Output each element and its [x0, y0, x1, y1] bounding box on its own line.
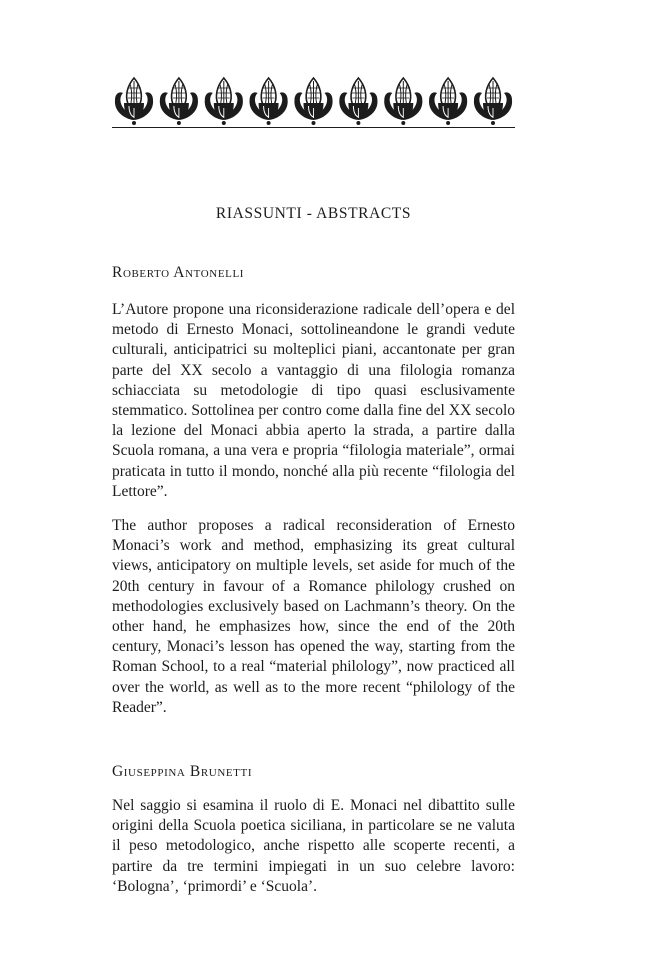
tulip-ornament-icon	[429, 78, 467, 125]
tulip-ornament-icon	[115, 78, 153, 125]
tulip-ornament-icon	[205, 78, 243, 125]
page-title: RIASSUNTI - ABSTRACTS	[215, 205, 412, 222]
abstract-italian: Nel saggio si esamina il ruolo di E. Monaci nel dibattito sulle origini della Scuola poetica siciliana, in particolare se ne valuta il peso metodologico, anche rispetto alle scoperte recenti, a partire da tre termini impiegati in un suo celebre lavoro: ‘Bologna’, ‘primordi’ e ‘Scuola’.	[112, 797, 515, 895]
tulip-ornament-icon	[250, 78, 288, 125]
ornament-band	[112, 70, 515, 130]
tulip-ornament-icon	[384, 78, 422, 125]
abstract-english: The author proposes a radical reconsideration of Ernesto Monaci’s work and method, emphasizing its great cultural views, anticipatory on multiple levels, set aside for much of the 20th century in favour of a Romance philology crushed on methodologies exclusively based on Lachmann’s theory. On the other hand, he emphasizes how, since the end of the 20th century, Monaci’s lesson has opened the way, starting from the Roman School, to a real “material philology”, now practiced all over the world, as well as to the more recent “philology of the Reader”.	[112, 517, 515, 716]
author-name: Giuseppina Brunetti	[112, 763, 253, 780]
tulip-ornament-icon	[160, 78, 198, 125]
author-name: Roberto Antonelli	[112, 264, 245, 281]
tulip-ornament-icon	[474, 78, 512, 125]
tulip-ornament-icon	[112, 70, 515, 130]
page	[112, 0, 515, 958]
tulip-ornament-icon	[339, 78, 377, 125]
header-rule	[112, 127, 515, 128]
tulip-ornament-icon	[294, 78, 332, 125]
abstract-italian: L’Autore propone una riconsiderazione radicale dell’opera e del metodo di Ernesto Monaci, sottolineandone le grandi vedute culturali, anticipatrici su molteplici piani, accantonate per gran parte del XX secolo a vantaggio di una filologia romanza schiacciata su metodologie di tipo quasi esclusivamente stemmatico. Sottolinea per contro come dalla fine del XX secolo la lezione del Monaci abbia aperto la strada, a partire dalla Scuola romana, a una vera e propria “filologia materiale”, ormai praticata in tutto il mondo, nonché alla più recente “filologia del Lettore”.	[112, 301, 515, 500]
